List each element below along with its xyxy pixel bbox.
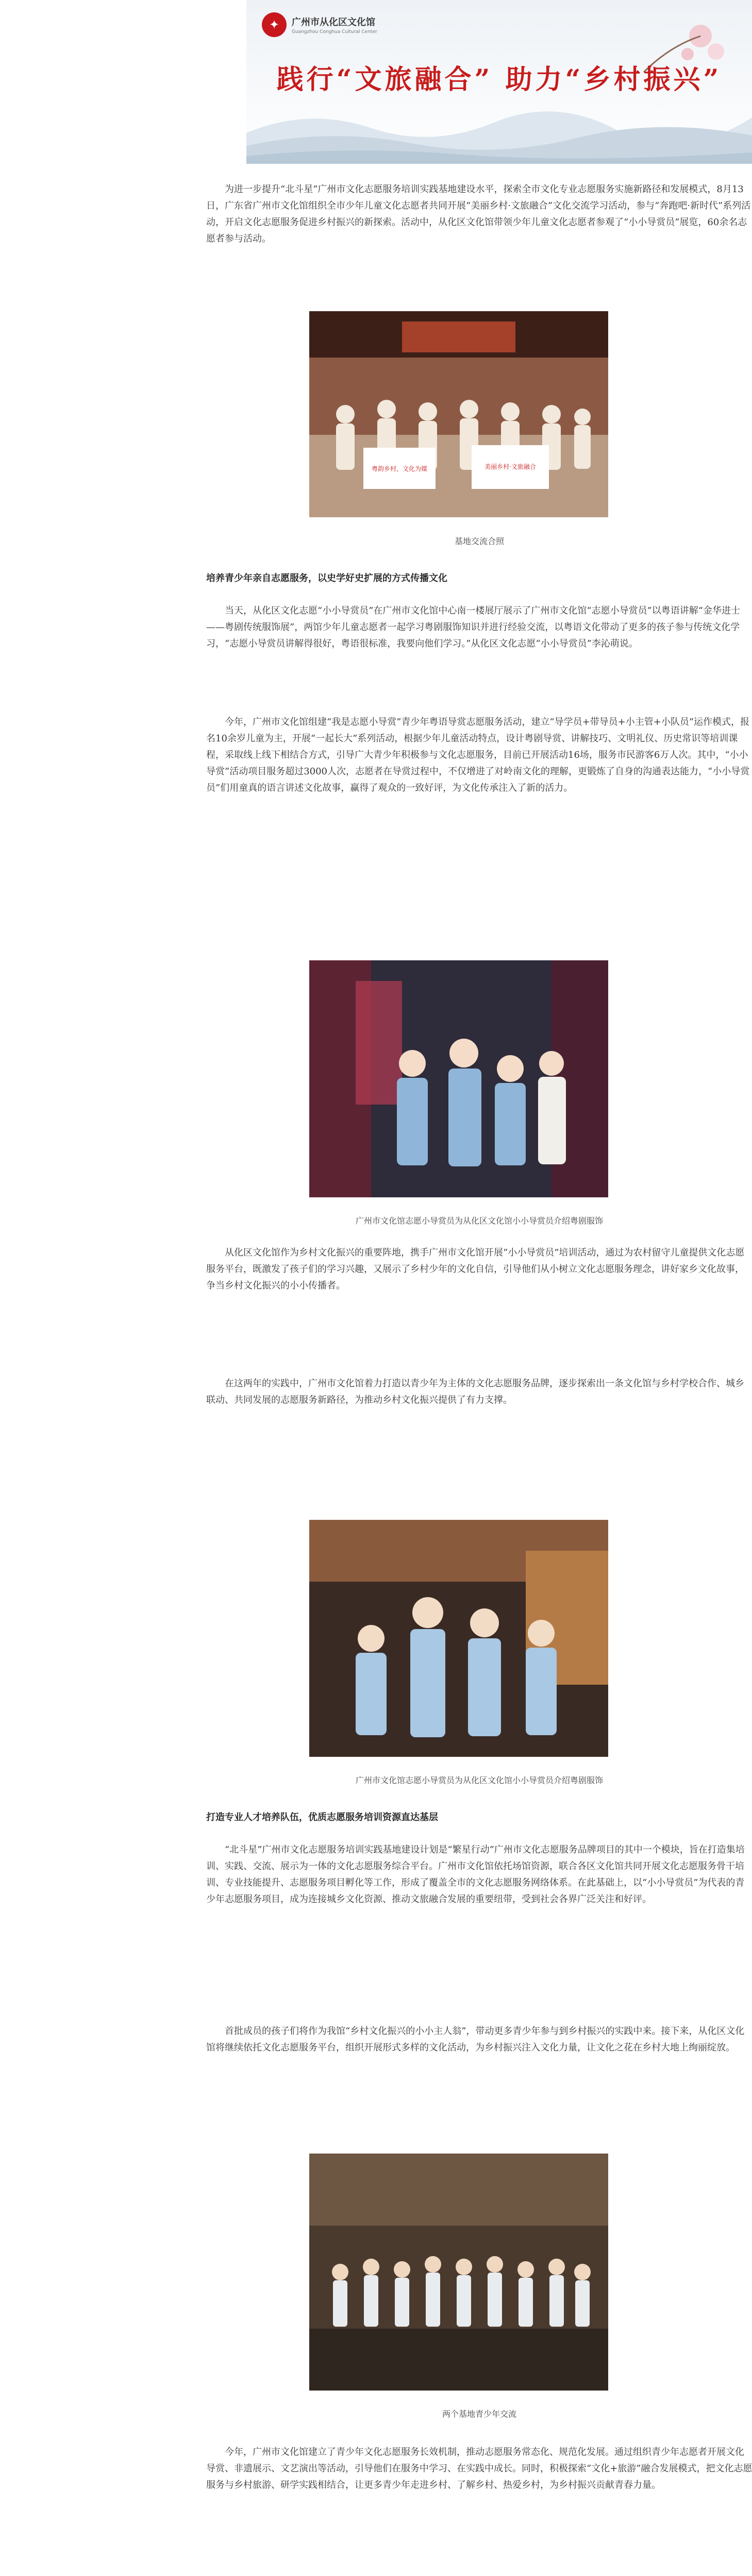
- section-heading: 培养青少年亲自志愿服务，以史学好史扩展的方式传播文化: [206, 573, 447, 584]
- photo-banner-text: 粤韵乡村，文化为媒: [371, 465, 428, 472]
- page-title: 践行“文旅融合” 助力“乡村振兴”: [276, 64, 722, 95]
- article-paragraph: 为进一步提升“北斗星”广州市文化志愿服务培训实践基地建设水平，探索全市文化专业志愿服务实施新路径和发展模式，8月13日，广东省广州市文化馆组织全市少年儿童文化志愿者共同开展“美丽乡村·文旅融合”文化交流学习活动，参与“奔跑吧·新时代”系列活动，开启文化志愿服务促进乡村振兴的新探索。活动中，从化区文化馆带领少年儿童文化志愿者参观了“小小导赏员”展览，60余名志愿者参与活动。: [206, 184, 751, 244]
- photo-caption: 广州市文化馆志愿小导赏员为从化区文化馆小小导赏员介绍粤剧服饰: [355, 1216, 603, 1226]
- guide-photo: [309, 960, 608, 1197]
- article-paragraph: 今年，广州市文化馆组建“我是志愿小导赏”青少年粤语导赏志愿服务活动，建立“导学员+带导员+小主管+小队员”运作模式，报名10余岁儿童为主，开展“一起长大”系列活动，根据少年儿童活动特点，设计粤剧导赏、讲解技巧、文明礼仪、历史常识等培训课程，采取线上线下相结合方式，引导广大青少年积极参与文化志愿服务，目前已开展活动16场，服务市民游客6万人次。其中，“小小导赏”活动项目服务超过3000人次，志愿者在导赏过程中，不仅增进了对岭南文化的理解，更锻炼了自身的沟通表达能力，“小小导赏员”们用童真的语言讲述文化故事，赢得了观众的一致好评，为文化传承注入了新的活力。: [206, 717, 750, 793]
- photo-caption: 基地交流合照: [454, 536, 504, 546]
- article-paragraph: 当天，从化区文化志愿“小小导赏员”在广州市文化馆中心南一楼展厅展示了广州市文化馆“志愿小导赏员”以粤语讲解“金华进士——粤剧传统服饰展”，两馆少年儿童志愿者一起学习粤剧服饰知识并进行经验交流，以粤语文化带动了更多的孩子参与传统文化学习，“志愿小导赏员讲解得很好，粤语很标准，我要向他们学习。”从化区文化志愿“小小导赏员”李沁萌说。: [206, 605, 741, 649]
- site-logo[interactable]: [262, 12, 377, 37]
- exchange-photo: [309, 2154, 608, 2391]
- header-banner: [246, 0, 752, 164]
- article-paragraph: 首批成员的孩子们将作为我馆“乡村文化振兴的小小主人翁”，带动更多青少年参与到乡村振兴的实践中来。接下来，从化区文化馆将继续依托文化志愿服务平台，组织开展形式多样的文化活动，为乡村振兴注入文化力量，让文化之花在乡村大地上绚丽绽放。: [206, 2026, 745, 2053]
- photo-caption: 广州市文化馆志愿小导赏员为从化区文化馆小小导赏员介绍粤剧服饰: [355, 1775, 603, 1785]
- section-heading: 打造专业人才培养队伍，优质志愿服务培训资源直达基层: [206, 1812, 438, 1823]
- guide-photo: [309, 1520, 608, 1757]
- photo-caption: 两个基地青少年交流: [442, 2409, 516, 2419]
- group-photo: [309, 311, 608, 517]
- logo-name: 广州市从化区文化馆: [292, 17, 375, 28]
- logo-english: Guangzhou Conghua Cultural Center: [292, 29, 377, 35]
- mountain-decoration: [246, 87, 752, 164]
- article-paragraph: “北斗星”广州市文化志愿服务培训实践基地建设计划是“繁星行动”广州市文化志愿服务品牌项目的其中一个模块，旨在打造集培训、实践、交流、展示为一体的文化志愿服务综合平台。广州市文化馆依托场馆资源，联合各区文化馆共同开展文化志愿服务骨干培训、专业技能提升、志愿服务项目孵化等工作，形成了覆盖全市的文化志愿服务网络体系。在此基础上，以“小小导赏员”为代表的青少年志愿服务项目，成为连接城乡文化资源、推动文旅融合发展的重要纽带，受到社会各界广泛关注和好评。: [206, 1844, 745, 1905]
- logo-icon: ✦: [262, 12, 287, 37]
- photo-banner-text: 美丽乡村·文旅融合: [484, 463, 536, 470]
- article-paragraph: 今年，广州市文化馆建立了青少年文化志愿服务长效机制，推动志愿服务常态化、规范化发展。通过组织青少年志愿者开展文化导赏、非遗展示、文艺演出等活动，引导他们在服务中学习、在实践中成长。同时，积极探索“文化+旅游”融合发展模式，把文化志愿服务与乡村旅游、研学实践相结合，让更多青少年走进乡村、了解乡村、热爱乡村，为乡村振兴贡献青春力量。: [206, 2447, 752, 2490]
- article-paragraph: 在这两年的实践中，广州市文化馆着力打造以青少年为主体的文化志愿服务品牌，逐步探索出一条文化馆与乡村学校合作、城乡联动、共同发展的志愿服务新路径，为推动乡村文化振兴提供了有力支撑。: [206, 1378, 744, 1405]
- article-paragraph: 从化区文化馆作为乡村文化振兴的重要阵地，携手广州市文化馆开展“小小导赏员”培训活动，通过为农村留守儿童提供文化志愿服务平台，既激发了孩子们的学习兴趣，又展示了乡村少年的文化自信，引导他们从小树立文化志愿服务理念，讲好家乡文化故事，争当乡村文化振兴的小小传播者。: [206, 1247, 745, 1291]
